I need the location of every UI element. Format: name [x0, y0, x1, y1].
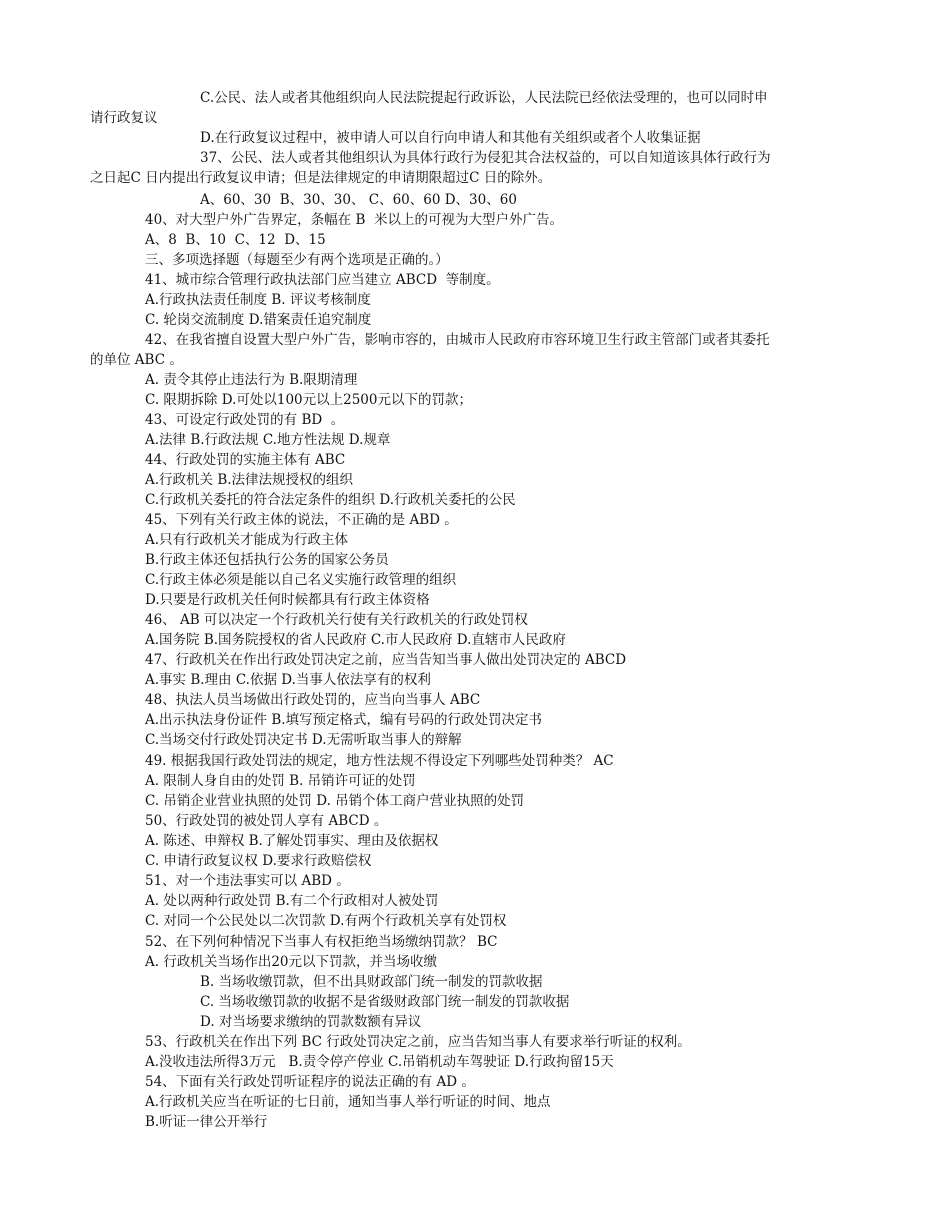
question-49-options-ab: A. 限制人身自由的处罚 B. 吊销许可证的处罚 [145, 773, 416, 789]
question-41-options-ab: A.行政执法责任制度 B. 评议考核制度 [145, 292, 371, 308]
question-51: 51、对一个违法事实可以 ABD 。 [145, 873, 350, 889]
question-45-option-d: D.只要是行政机关任何时候都具有行政主体资格 [145, 592, 430, 608]
question-42-options-cd: C. 限期拆除 D.可处以100元以上2500元以下的罚款； [145, 392, 472, 408]
question-45: 45、下列有关行政主体的说法，不正确的是 ABD 。 [145, 512, 458, 528]
question-47-options: A.事实 B.理由 C.依据 D.当事人依法享有的权利 [145, 672, 431, 688]
question-52-option-b: B. 当场收缴罚款，但不出具财政部门统一制发的罚款收据 [200, 974, 543, 990]
question-51-options-ab: A. 处以两种行政处罚 B.有二个行政相对人被处罚 [145, 893, 439, 909]
question-50-options-ab: A. 陈述、申辩权 B.了解处罚事实、理由及依据权 [145, 833, 439, 849]
question-48: 48、执法人员当场做出行政处罚的，应当向当事人 ABC [145, 692, 481, 708]
question-50: 50、行政处罚的被处罚人享有 ABCD 。 [145, 813, 388, 829]
option-c-q36-cont: 请行政复议 [90, 110, 158, 126]
question-53: 53、行政机关在作出下列 BC 行政处罚决定之前，应当告知当事人有要求举行听证的权利。 [145, 1034, 691, 1050]
section-heading-multiple-choice: 三、多项选择题（每题至少有两个选项是正确的。） [145, 252, 449, 268]
question-44-options-cd: C.行政机关委托的符合法定条件的组织 D.行政机关委托的公民 [145, 492, 516, 508]
question-52-option-c: C. 当场收缴罚款的收据不是省级财政部门统一制发的罚款收据 [200, 994, 570, 1010]
question-46: 46、 AB 可以决定一个行政机关行使有关行政机关的行政处罚权 [145, 612, 528, 628]
question-42-options-ab: A. 责令其停止违法行为 B.限期清理 [145, 372, 358, 388]
question-47: 47、行政机关在作出行政处罚决定之前，应当告知当事人做出处罚决定的 ABCD [145, 652, 627, 668]
question-54: 54、下面有关行政处罚听证程序的说法正确的有 AD 。 [145, 1074, 475, 1090]
question-49: 49. 根据我国行政处罚法的规定，地方性法规不得设定下列哪些处罚种类？ AC [145, 753, 614, 769]
question-41: 41、城市综合管理行政执法部门应当建立 ABCD 等制度。 [145, 272, 500, 288]
question-45-option-c: C.行政主体必须是能以自己名义实施行政管理的组织 [145, 572, 457, 588]
question-42-cont: 的单位 ABC 。 [90, 352, 183, 368]
question-43-options: A.法律 B.行政法规 C.地方性法规 D.规章 [145, 432, 391, 448]
question-37-options: A、60、30 B、30、30、 C、60、60 D、30、60 [200, 192, 517, 208]
option-c-q36: C.公民、法人或者其他组织向人民法院提起行政诉讼，人民法院已经依法受理的，也可以同时申 [200, 90, 768, 106]
question-49-options-cd: C. 吊销企业营业执照的处罚 D. 吊销个体工商户营业执照的处罚 [145, 793, 525, 809]
question-43: 43、可设定行政处罚的有 BD 。 [145, 412, 345, 428]
question-52: 52、在下列何种情况下当事人有权拒绝当场缴纳罚款？ BC [145, 934, 498, 950]
question-45-option-a: A.只有行政机关才能成为行政主体 [145, 532, 349, 548]
question-40-options: A、8 B、10 C、12 D、15 [145, 232, 326, 248]
question-41-options-cd: C. 轮岗交流制度 D.错案责任追究制度 [145, 312, 372, 328]
question-45-option-b: B.行政主体还包括执行公务的国家公务员 [145, 552, 389, 568]
question-44: 44、行政处罚的实施主体有 ABC [145, 452, 346, 468]
question-51-options-cd: C. 对同一个公民处以二次罚款 D.有两个行政机关享有处罚权 [145, 913, 507, 929]
question-48-options-cd: C.当场交付行政处罚决定书 D.无需听取当事人的辩解 [145, 732, 462, 748]
question-52-option-d: D. 对当场要求缴纳的罚款数额有异议 [200, 1014, 422, 1030]
question-37: 37、公民、法人或者其他组织认为具体行政行为侵犯其合法权益的，可以自知道该具体行政行为 [200, 150, 771, 166]
question-40: 40、对大型户外广告界定，条幅在 B 米以上的可视为大型户外广告。 [145, 212, 563, 228]
question-54-option-b: B.听证一律公开举行 [145, 1114, 268, 1130]
question-44-options-ab: A.行政机关 B.法律法规授权的组织 [145, 472, 354, 488]
question-54-option-a: A.行政机关应当在听证的七日前，通知当事人举行听证的时间、地点 [145, 1094, 551, 1110]
question-50-options-cd: C. 申请行政复议权 D.要求行政赔偿权 [145, 853, 372, 869]
question-46-options: A.国务院 B.国务院授权的省人民政府 C.市人民政府 D.直辖市人民政府 [145, 632, 566, 648]
question-37-cont: 之日起C 日内提出行政复议申请；但是法律规定的申请期限超过C 日的除外。 [90, 170, 552, 186]
question-48-options-ab: A.出示执法身份证件 B.填写预定格式，编有号码的行政处罚决定书 [145, 712, 543, 728]
question-53-options: A.没收违法所得3万元 B.责令停产停业 C.吊销机动车驾驶证 D.行政拘留15天 [145, 1054, 614, 1070]
question-52-option-a: A. 行政机关当场作出20元以下罚款，并当场收缴 [145, 954, 438, 970]
option-d-q36: D.在行政复议过程中，被申请人可以自行向申请人和其他有关组织或者个人收集证据 [200, 130, 701, 146]
question-42: 42、在我省擅自设置大型户外广告，影响市容的，由城市人民政府市容环境卫生行政主管部门或者其委托 [145, 332, 770, 348]
